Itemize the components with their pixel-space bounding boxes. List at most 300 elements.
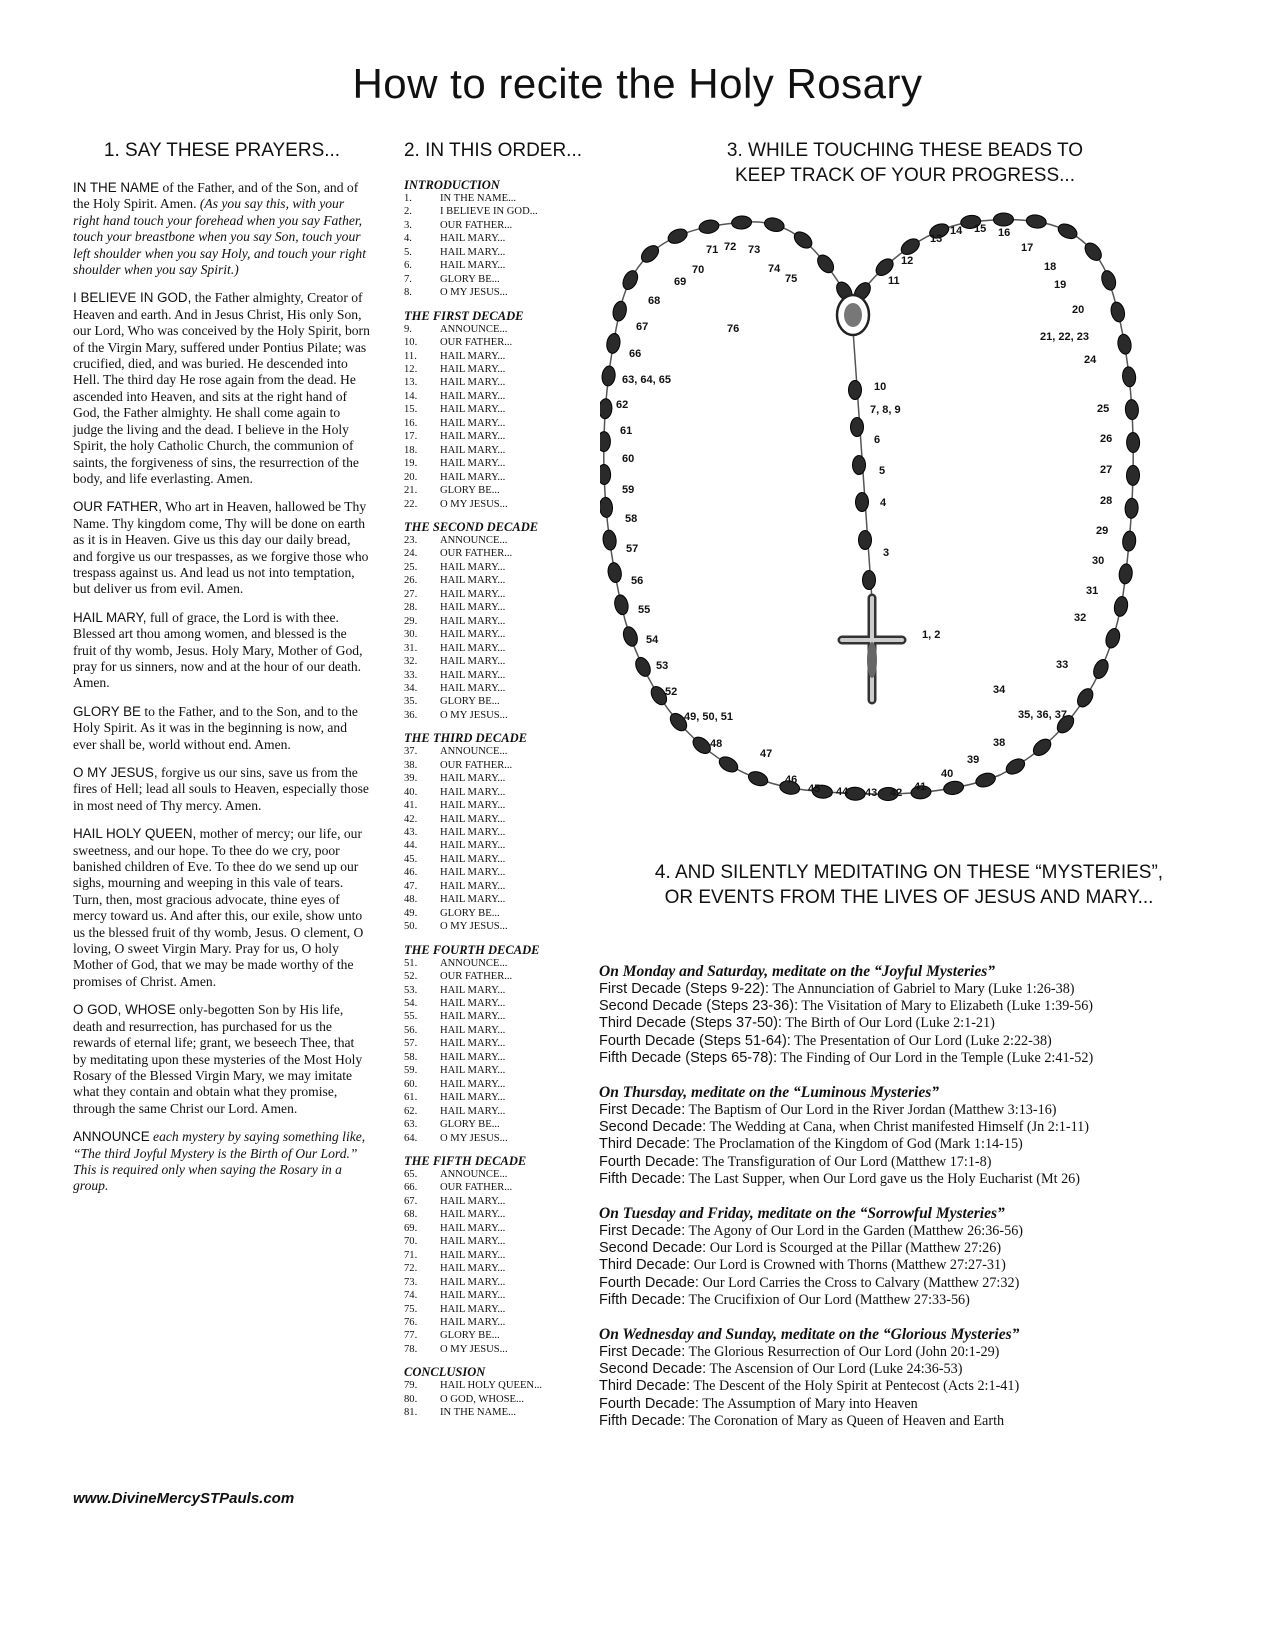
rosary-diagram bbox=[600, 200, 1200, 850]
step-number: 24. bbox=[404, 548, 418, 560]
beads-heading-line1: 3. WHILE TOUCHING THESE BEADS TO bbox=[726, 140, 1084, 161]
step-prayer: HAIL MARY... bbox=[440, 1222, 506, 1234]
step-number: 69. bbox=[404, 1222, 418, 1234]
mystery-row bbox=[599, 998, 1239, 1015]
decade-label: Third Decade: bbox=[599, 1136, 691, 1153]
mystery-text: The Agony of Our Lord in the Garden (Matthew 26:36-56) bbox=[685, 1223, 1024, 1240]
prayer-text: full of grace, the Lord is with thee. Blessed art thou among women, and blessed is the fruit of thy womb, Jesus. Holy Mary, Mother of God, pray for us sinners, now and at the hour of our death. Amen. bbox=[73, 609, 363, 691]
website-url[interactable]: www.DivineMercySTPauls.com bbox=[73, 1490, 295, 1507]
beads-heading-line2: KEEP TRACK OF YOUR PROGRESS... bbox=[735, 165, 1075, 186]
step-number: 3. bbox=[404, 219, 412, 231]
bead-label: 53 bbox=[656, 660, 669, 672]
order-step bbox=[404, 826, 584, 839]
step-prayer: O MY JESUS... bbox=[440, 921, 508, 933]
step-prayer: HAIL MARY... bbox=[440, 656, 506, 668]
bead-label: 57 bbox=[626, 543, 639, 555]
mystery-row bbox=[599, 1119, 1239, 1136]
order-group bbox=[404, 1365, 584, 1419]
step-prayer: HAIL MARY... bbox=[440, 602, 506, 614]
step-prayer: GLORY BE... bbox=[440, 485, 500, 497]
mystery-row bbox=[599, 981, 1239, 998]
order-step bbox=[404, 997, 584, 1010]
step-number: 15. bbox=[404, 404, 418, 416]
prayer-paragraph bbox=[73, 290, 371, 487]
order-step bbox=[404, 259, 584, 272]
step-number: 39. bbox=[404, 773, 418, 785]
step-prayer: HAIL MARY... bbox=[440, 1276, 506, 1288]
pendant-bead bbox=[859, 531, 872, 550]
bead-label: 24 bbox=[1084, 354, 1097, 366]
bead-label: 56 bbox=[631, 575, 644, 587]
bead-label: 49, 50, 51 bbox=[684, 711, 733, 723]
step-prayer: HAIL MARY... bbox=[440, 853, 506, 865]
step-prayer: O MY JESUS... bbox=[440, 1132, 508, 1144]
mystery-text: The Crucifixion of Our Lord (Matthew 27:33-56) bbox=[685, 1291, 970, 1308]
prayer-text: the Father almighty, Creator of Heaven and earth. And in Jesus Christ, His only Son, our Lord, Who was conceived by the Holy Spirit, born of the Virgin Mary, suffered under Pontius Pilate; was crucified, died, and was buried. He descended into Hell. The third day He rose again from the dead. He ascended into Heaven, and sits at the right hand of God, the Father almighty. He shall come again to judge the living and the dead. I believe in the Holy Spirit, the holy Catholic Church, the communion of saints, the forgiveness of sins, the resurrection of the body, and life everlasting. Amen. bbox=[73, 290, 370, 486]
step-prayer: HAIL MARY... bbox=[440, 561, 506, 573]
step-prayer: HAIL MARY... bbox=[440, 813, 506, 825]
step-prayer: HAIL MARY... bbox=[440, 984, 506, 996]
order-group bbox=[404, 520, 584, 722]
order-step bbox=[404, 547, 584, 560]
order-step bbox=[404, 1037, 584, 1050]
prayer-lead: HAIL MARY, bbox=[73, 609, 147, 625]
bead-label: 52 bbox=[665, 686, 678, 698]
rosary-bead bbox=[607, 562, 623, 584]
prayer-paragraph bbox=[73, 826, 371, 990]
bead-label: 42 bbox=[890, 787, 903, 799]
order-step bbox=[404, 1024, 584, 1037]
bead-label: 54 bbox=[646, 634, 659, 646]
step-number: 42. bbox=[404, 813, 418, 825]
mystery-row bbox=[599, 1136, 1239, 1153]
step-number: 31. bbox=[404, 642, 418, 654]
bead-label: 27 bbox=[1100, 464, 1113, 476]
order-step bbox=[404, 839, 584, 852]
mystery-row bbox=[599, 1257, 1239, 1274]
mystery-row bbox=[599, 1275, 1239, 1292]
rosary-bead bbox=[601, 365, 616, 386]
step-prayer: HAIL MARY... bbox=[440, 1092, 506, 1104]
step-number: 25. bbox=[404, 561, 418, 573]
order-step bbox=[404, 1393, 584, 1406]
order-step bbox=[404, 1064, 584, 1077]
step-prayer: HAIL MARY... bbox=[440, 1078, 506, 1090]
bead-label: 35, 36, 37 bbox=[1018, 709, 1067, 721]
step-number: 67. bbox=[404, 1195, 418, 1207]
step-number: 8. bbox=[404, 287, 412, 299]
medal-image bbox=[844, 303, 862, 327]
order-step bbox=[404, 1249, 584, 1262]
step-prayer: HAIL MARY... bbox=[440, 642, 506, 654]
step-number: 29. bbox=[404, 615, 418, 627]
decade-label: Fifth Decade: bbox=[599, 1291, 686, 1308]
bead-label: 41 bbox=[914, 781, 927, 793]
decade-label: Fourth Decade: bbox=[599, 1274, 699, 1291]
mystery-row bbox=[599, 1378, 1239, 1395]
prayer-lead: ANNOUNCE bbox=[73, 1129, 150, 1145]
order-step bbox=[404, 561, 584, 574]
decade-label: Third Decade (Steps 37-50): bbox=[599, 1015, 782, 1032]
step-number: 5. bbox=[404, 246, 412, 258]
step-number: 27. bbox=[404, 588, 418, 600]
order-step bbox=[404, 323, 584, 336]
step-prayer: HAIL MARY... bbox=[440, 1011, 506, 1023]
step-number: 26. bbox=[404, 575, 418, 587]
step-prayer: HAIL MARY... bbox=[440, 404, 506, 416]
step-number: 59. bbox=[404, 1065, 418, 1077]
step-prayer: HAIL MARY... bbox=[440, 786, 506, 798]
order-step bbox=[404, 970, 584, 983]
step-number: 79. bbox=[404, 1380, 418, 1392]
rosary-bead bbox=[600, 398, 613, 419]
order-step bbox=[404, 376, 584, 389]
step-number: 30. bbox=[404, 629, 418, 641]
step-number: 74. bbox=[404, 1290, 418, 1302]
step-number: 44. bbox=[404, 840, 418, 852]
pendant-bead bbox=[853, 456, 866, 475]
step-prayer: HAIL MARY... bbox=[440, 682, 506, 694]
step-prayer: HAIL MARY... bbox=[440, 1316, 506, 1328]
step-prayer: HAIL MARY... bbox=[440, 471, 506, 483]
bead-label: 31 bbox=[1086, 585, 1099, 597]
prayer-text: only-begotten Son by His life, death and resurrection, has purchased for us the rewards of eternal life; grant, we beseech Thee, that by meditating upon these mysteries of the Most Holy Rosary of the Blessed Virgin Mary, we may imitate what they contain and obtain what they promise, through the same Christ our Lord. Amen. bbox=[73, 1002, 363, 1116]
step-prayer: HAIL MARY... bbox=[440, 1290, 506, 1302]
bead-label: 14 bbox=[950, 225, 963, 237]
step-number: 70. bbox=[404, 1236, 418, 1248]
prayer-lead: IN THE NAME bbox=[73, 180, 160, 195]
bead-label: 38 bbox=[993, 737, 1006, 749]
step-number: 41. bbox=[404, 800, 418, 812]
rosary-bead bbox=[1109, 301, 1126, 324]
mystery-row bbox=[599, 1361, 1239, 1378]
step-prayer: I BELIEVE IN GOD... bbox=[440, 206, 538, 218]
step-prayer: HAIL MARY... bbox=[440, 669, 506, 681]
decade-label: Fifth Decade: bbox=[599, 1412, 686, 1429]
step-number: 13. bbox=[404, 377, 418, 389]
order-step bbox=[404, 1303, 584, 1316]
mystery-text: The Visitation of Mary to Elizabeth (Luke 1:39-56) bbox=[798, 998, 1094, 1015]
pendant-bead bbox=[851, 418, 864, 437]
step-prayer: HAIL MARY... bbox=[440, 773, 506, 785]
step-prayer: HAIL MARY... bbox=[440, 246, 506, 258]
prayer-lead: OUR FATHER, bbox=[73, 499, 163, 515]
bead-label: 69 bbox=[674, 276, 687, 288]
bead-label: 46 bbox=[785, 774, 798, 786]
mystery-text: The Glorious Resurrection of Our Lord (John 20:1-29) bbox=[685, 1344, 1000, 1361]
order-step bbox=[404, 471, 584, 484]
prayer-lead: O GOD, WHOSE bbox=[73, 1002, 176, 1018]
step-prayer: HAIL MARY... bbox=[440, 390, 506, 402]
order-step bbox=[404, 1132, 584, 1145]
step-number: 80. bbox=[404, 1393, 418, 1405]
order-step bbox=[404, 1168, 584, 1181]
order-step bbox=[404, 759, 584, 772]
mystery-set bbox=[599, 1083, 1239, 1188]
decade-label: First Decade: bbox=[599, 1223, 686, 1240]
step-number: 2. bbox=[404, 206, 412, 218]
bead-label: 55 bbox=[638, 604, 651, 616]
bead-label: 20 bbox=[1072, 304, 1085, 316]
bead-label: 72 bbox=[724, 241, 737, 253]
step-number: 76. bbox=[404, 1316, 418, 1328]
mystery-row bbox=[599, 1413, 1239, 1430]
step-prayer: HAIL MARY... bbox=[440, 629, 506, 641]
order-step bbox=[404, 813, 584, 826]
decade-label: Second Decade: bbox=[599, 1361, 707, 1378]
step-prayer: HAIL MARY... bbox=[440, 363, 506, 375]
order-step bbox=[404, 1195, 584, 1208]
order-step bbox=[404, 192, 584, 205]
bead-label: 33 bbox=[1056, 659, 1069, 671]
step-number: 17. bbox=[404, 431, 418, 443]
step-number: 21. bbox=[404, 485, 418, 497]
order-step bbox=[404, 457, 584, 470]
rosary-bead bbox=[611, 300, 628, 322]
rosary-bead bbox=[1113, 595, 1130, 617]
step-number: 19. bbox=[404, 458, 418, 470]
bead-label: 70 bbox=[692, 264, 705, 276]
rosary-bead bbox=[1056, 221, 1080, 242]
step-prayer: HAIL MARY... bbox=[440, 1195, 506, 1207]
bead-label: 75 bbox=[785, 273, 798, 285]
bead-label: 68 bbox=[648, 295, 661, 307]
step-number: 45. bbox=[404, 853, 418, 865]
order-step bbox=[404, 655, 584, 668]
rosary-bead bbox=[763, 216, 786, 234]
step-number: 50. bbox=[404, 921, 418, 933]
step-prayer: O MY JESUS... bbox=[440, 287, 508, 299]
order-step bbox=[404, 893, 584, 906]
step-number: 78. bbox=[404, 1343, 418, 1355]
order-step bbox=[404, 615, 584, 628]
rosary-bead bbox=[620, 268, 641, 292]
decade-label: Third Decade: bbox=[599, 1378, 691, 1395]
step-number: 68. bbox=[404, 1209, 418, 1221]
bead-label: 7, 8, 9 bbox=[870, 404, 901, 416]
mystery-text: The Birth of Our Lord (Luke 2:1-21) bbox=[781, 1015, 995, 1032]
decade-label: Third Decade: bbox=[599, 1257, 691, 1274]
step-number: 12. bbox=[404, 363, 418, 375]
mystery-text: Our Lord is Crowned with Thorns (Matthew 27:27-31) bbox=[690, 1257, 1006, 1274]
step-number: 6. bbox=[404, 260, 412, 272]
step-prayer: HAIL MARY... bbox=[440, 1051, 506, 1063]
prayer-note: (As you say this, with your right hand touch your forehead when you say Father, touch your breastbone when you say Son, touch your left shoulder when you say Holy, and touch your right shoulder when you say Spirit.) bbox=[73, 196, 366, 278]
mystery-row bbox=[599, 1154, 1239, 1171]
order-step bbox=[404, 880, 584, 893]
decade-label: Fourth Decade: bbox=[599, 1153, 699, 1170]
bead-label: 1, 2 bbox=[922, 629, 941, 641]
bead-label: 61 bbox=[620, 425, 633, 437]
step-prayer: HAIL MARY... bbox=[440, 615, 506, 627]
mystery-text: Our Lord is Scourged at the Pillar (Matthew 27:26) bbox=[706, 1240, 1002, 1257]
bead-label: 28 bbox=[1100, 495, 1113, 507]
order-step bbox=[404, 866, 584, 879]
rosary-bead bbox=[1116, 333, 1132, 355]
order-column bbox=[404, 178, 584, 1429]
mystery-text: The Coronation of Mary as Queen of Heaven and Earth bbox=[685, 1412, 1005, 1429]
order-step bbox=[404, 205, 584, 218]
step-number: 37. bbox=[404, 746, 418, 758]
decade-label: Fourth Decade: bbox=[599, 1395, 699, 1412]
step-prayer: HAIL MARY... bbox=[440, 1249, 506, 1261]
bead-label: 40 bbox=[941, 768, 954, 780]
step-number: 72. bbox=[404, 1263, 418, 1275]
order-step bbox=[404, 695, 584, 708]
step-prayer: HAIL MARY... bbox=[440, 880, 506, 892]
order-step bbox=[404, 534, 584, 547]
bead-label: 16 bbox=[998, 227, 1011, 239]
decade-label: Fifth Decade (Steps 65-78): bbox=[599, 1049, 778, 1066]
order-step bbox=[404, 682, 584, 695]
step-number: 57. bbox=[404, 1038, 418, 1050]
prayer-text: forgive us our sins, save us from the fires of Hell; lead all souls to Heaven, especially those in most need of Thy mercy. Amen. bbox=[73, 765, 369, 813]
order-group-title: CONCLUSION bbox=[404, 1365, 486, 1380]
rosary-bead bbox=[746, 769, 769, 788]
order-step bbox=[404, 484, 584, 497]
order-group bbox=[404, 943, 584, 1145]
mystery-text: The Transfiguration of Our Lord (Matthew 17:1-8) bbox=[698, 1153, 992, 1170]
step-prayer: HAIL MARY... bbox=[440, 1065, 506, 1077]
step-number: 58. bbox=[404, 1051, 418, 1063]
order-step bbox=[404, 745, 584, 758]
prayer-paragraph bbox=[73, 1002, 371, 1117]
mystery-text: The Finding of Our Lord in the Temple (Luke 2:41-52) bbox=[777, 1049, 1094, 1066]
bead-label: 26 bbox=[1100, 433, 1113, 445]
step-prayer: HAIL MARY... bbox=[440, 260, 506, 272]
bead-label: 73 bbox=[748, 244, 761, 256]
step-number: 73. bbox=[404, 1276, 418, 1288]
mystery-text: The Ascension of Our Lord (Luke 24:36-53) bbox=[706, 1361, 963, 1378]
step-number: 7. bbox=[404, 273, 412, 285]
order-step bbox=[404, 219, 584, 232]
step-prayer: HAIL MARY... bbox=[440, 233, 506, 245]
step-prayer: HAIL MARY... bbox=[440, 1236, 506, 1248]
step-prayer: HAIL MARY... bbox=[440, 588, 506, 600]
bead-label: 12 bbox=[901, 255, 914, 267]
order-step bbox=[404, 1316, 584, 1329]
step-prayer: GLORY BE... bbox=[440, 907, 500, 919]
mystery-text: The Presentation of Our Lord (Luke 2:22-38) bbox=[790, 1032, 1052, 1049]
step-prayer: HAIL MARY... bbox=[440, 431, 506, 443]
mystery-text: The Wedding at Cana, when Christ manifested Himself (Jn 2:1-11) bbox=[706, 1119, 1089, 1136]
step-prayer: OUR FATHER... bbox=[440, 219, 513, 231]
rosary-bead bbox=[1025, 214, 1047, 230]
rosary-bead bbox=[600, 464, 611, 484]
bead-label: 6 bbox=[874, 434, 881, 446]
bead-label: 32 bbox=[1074, 612, 1087, 624]
rosary-bead bbox=[731, 215, 752, 229]
order-step bbox=[404, 601, 584, 614]
step-prayer: HAIL MARY... bbox=[440, 444, 506, 456]
decade-label: First Decade (Steps 9-22): bbox=[599, 981, 770, 997]
step-number: 47. bbox=[404, 880, 418, 892]
step-number: 77. bbox=[404, 1330, 418, 1342]
mystery-text: The Annunciation of Gabriel to Mary (Luke 1:26-38) bbox=[769, 981, 1075, 997]
order-step bbox=[404, 232, 584, 245]
step-number: 14. bbox=[404, 390, 418, 402]
rosary-bead bbox=[1125, 498, 1139, 519]
step-number: 28. bbox=[404, 602, 418, 614]
order-group bbox=[404, 178, 584, 300]
step-number: 32. bbox=[404, 656, 418, 668]
mystery-set-title: On Tuesday and Friday, meditate on the “Sorrowful Mysteries” bbox=[599, 1205, 1005, 1223]
bead-label: 39 bbox=[967, 754, 980, 766]
mystery-row bbox=[599, 1223, 1239, 1240]
bead-label: 18 bbox=[1044, 261, 1057, 273]
step-number: 33. bbox=[404, 669, 418, 681]
mystery-set bbox=[599, 962, 1239, 1067]
bead-label: 45 bbox=[808, 783, 821, 795]
order-step bbox=[404, 1329, 584, 1342]
step-number: 16. bbox=[404, 417, 418, 429]
order-group-title: THE THIRD DECADE bbox=[404, 731, 527, 746]
step-prayer: HAIL MARY... bbox=[440, 998, 506, 1010]
bead-label: 62 bbox=[616, 399, 629, 411]
step-prayer: HAIL HOLY QUEEN... bbox=[440, 1380, 543, 1392]
bead-label: 44 bbox=[836, 786, 849, 798]
step-number: 63. bbox=[404, 1119, 418, 1131]
step-prayer: HAIL MARY... bbox=[440, 867, 506, 879]
step-number: 43. bbox=[404, 827, 418, 839]
rosary-bead bbox=[1125, 399, 1139, 420]
section-heading-beads bbox=[640, 138, 1170, 188]
order-step bbox=[404, 1289, 584, 1302]
prayer-lead: HAIL HOLY QUEEN, bbox=[73, 826, 197, 842]
step-prayer: HAIL MARY... bbox=[440, 417, 506, 429]
step-number: 49. bbox=[404, 907, 418, 919]
step-prayer: HAIL MARY... bbox=[440, 894, 506, 906]
bead-label: 3 bbox=[883, 547, 890, 559]
step-prayer: OUR FATHER... bbox=[440, 548, 513, 560]
step-number: 55. bbox=[404, 1011, 418, 1023]
order-step bbox=[404, 853, 584, 866]
rosary-bead bbox=[717, 754, 741, 775]
bead-label: 10 bbox=[874, 381, 887, 393]
step-prayer: ANNOUNCE... bbox=[440, 534, 508, 546]
order-step bbox=[404, 1051, 584, 1064]
step-prayer: HAIL MARY... bbox=[440, 1209, 506, 1221]
step-prayer: HAIL MARY... bbox=[440, 458, 506, 470]
step-number: 52. bbox=[404, 971, 418, 983]
prayer-text: to the Father, and to the Son, and to the Holy Spirit. As it was in the beginning is now, and ever shall be, world without end. Amen. bbox=[73, 703, 358, 752]
pendant-bead bbox=[856, 493, 869, 512]
mystery-text: The Baptism of Our Lord in the River Jordan (Matthew 3:13-16) bbox=[685, 1102, 1057, 1119]
corpus-figure bbox=[867, 642, 877, 678]
bead-label: 47 bbox=[760, 748, 773, 760]
bead-label: 34 bbox=[993, 684, 1006, 696]
order-step bbox=[404, 498, 584, 511]
rosary-bead bbox=[1074, 686, 1096, 710]
mystery-row bbox=[599, 1292, 1239, 1309]
step-number: 35. bbox=[404, 696, 418, 708]
mystery-text: The Proclamation of the Kingdom of God (Mark 1:14-15) bbox=[690, 1136, 1023, 1153]
order-step bbox=[404, 1343, 584, 1356]
order-step bbox=[404, 1222, 584, 1235]
mystery-text: The Assumption of Mary into Heaven bbox=[698, 1395, 918, 1412]
step-number: 51. bbox=[404, 957, 418, 969]
mystery-set bbox=[599, 1325, 1239, 1430]
decade-label: Fourth Decade (Steps 51-64): bbox=[599, 1032, 791, 1049]
step-number: 64. bbox=[404, 1132, 418, 1144]
rosary-bead bbox=[1104, 627, 1122, 650]
step-number: 56. bbox=[404, 1024, 418, 1036]
mystery-text: The Last Supper, when Our Lord gave us the Holy Eucharist (Mt 26) bbox=[685, 1170, 1081, 1187]
step-number: 54. bbox=[404, 998, 418, 1010]
order-step bbox=[404, 444, 584, 457]
step-number: 65. bbox=[404, 1169, 418, 1180]
step-number: 46. bbox=[404, 867, 418, 879]
